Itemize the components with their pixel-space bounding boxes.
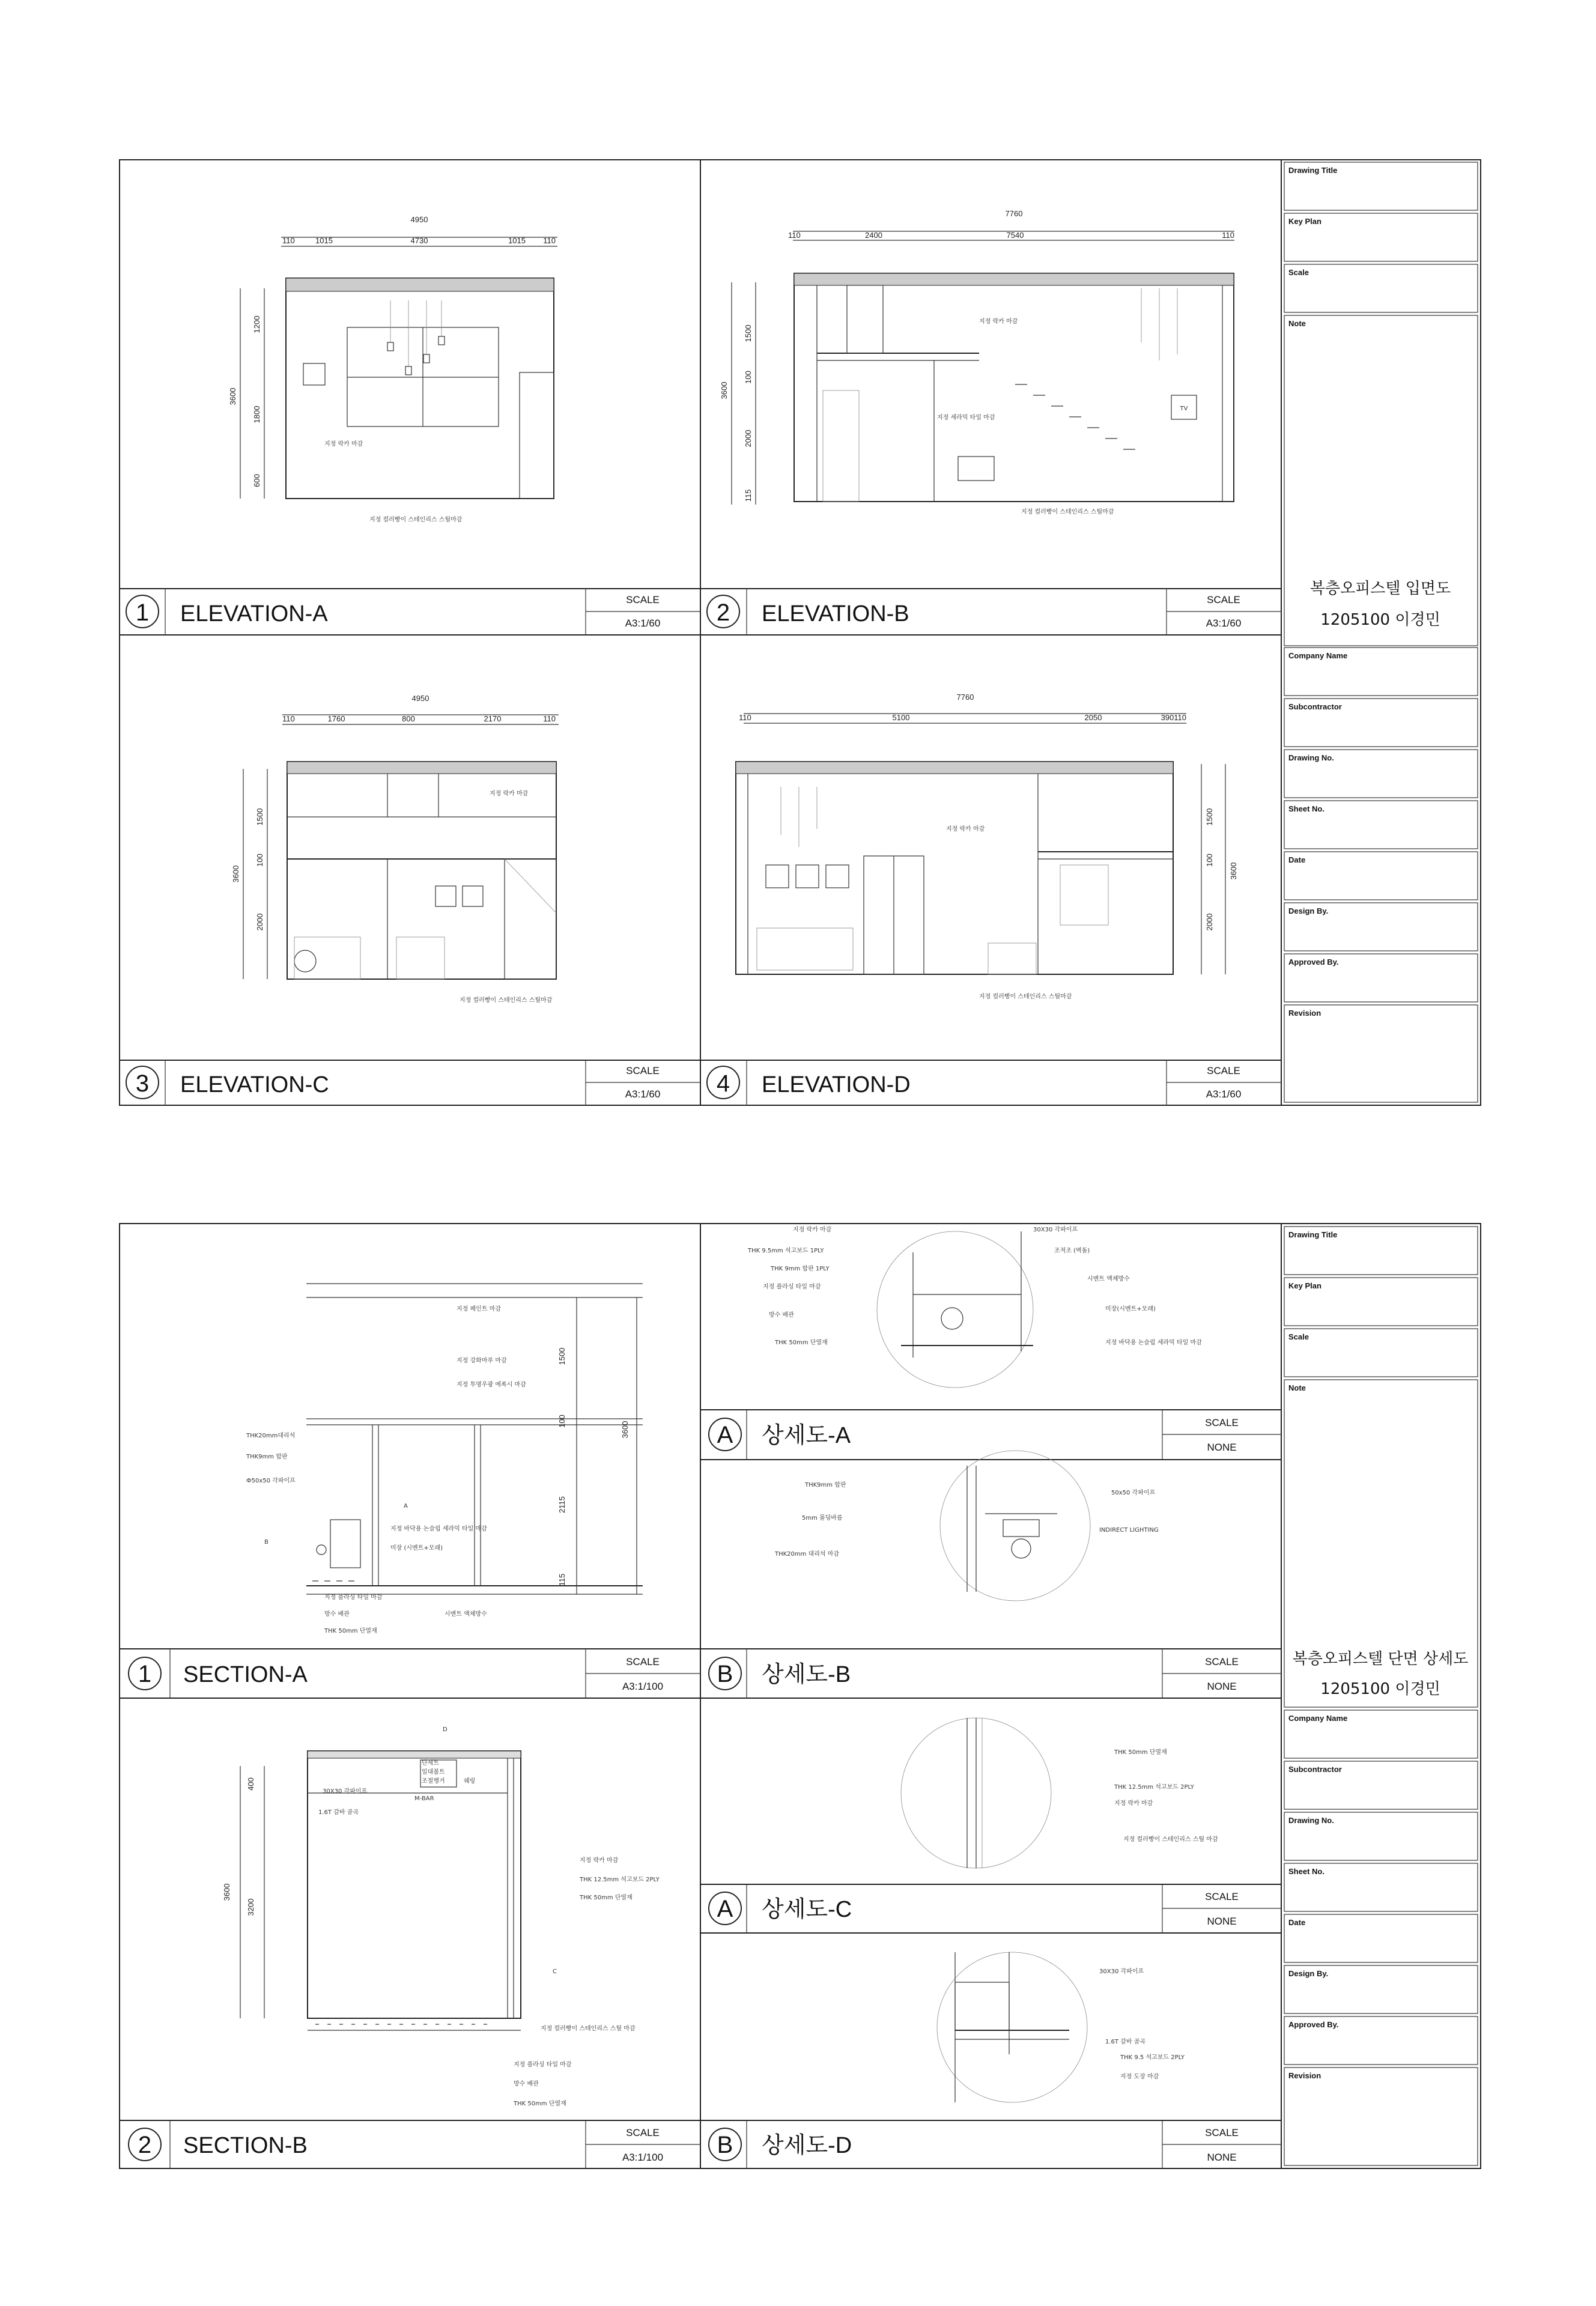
tb-label: Subcontractor	[1288, 1765, 1342, 1774]
tb-label: Sheet No.	[1288, 804, 1324, 813]
dim-seg: 110	[543, 236, 556, 245]
dim-seg: 800	[402, 714, 415, 723]
note: 지정 도장 마감	[1120, 2074, 1159, 2080]
project-title: 복층오피스텔 단면 상세도	[1292, 1650, 1469, 1668]
note: 지정 락카 마감	[979, 318, 1018, 325]
note: THK9mm 합판	[246, 1454, 288, 1460]
note: 방수 배관	[769, 1312, 794, 1318]
scale-label: SCALE	[1207, 1065, 1240, 1076]
note: 50x50 각파이프	[1111, 1490, 1156, 1496]
note: 지정 락카 마감	[490, 790, 529, 797]
panel-number: B	[717, 1661, 733, 1687]
note: 지정 락카 마감	[946, 826, 985, 833]
dim-left: 100	[744, 371, 753, 384]
tb-label: Revision	[1288, 2071, 1321, 2080]
note: 1.6T 갈바 골곡	[1105, 2039, 1146, 2045]
panel-2-title-strip	[700, 589, 1281, 635]
dim-seg: 110	[788, 231, 801, 240]
dim-left: 115	[744, 489, 753, 502]
callout: C	[553, 1968, 557, 1975]
dim-left: 3600	[231, 865, 240, 883]
note: 시멘트 액체방수	[1087, 1276, 1130, 1282]
note: THK 9.5 석고보드 2PLY	[1120, 2054, 1185, 2061]
tb-label: Scale	[1288, 1332, 1309, 1341]
dim-seg: 7540	[1006, 231, 1024, 240]
panel-title: SECTION-A	[183, 1662, 308, 1687]
panel-number: 1	[138, 1661, 152, 1687]
note: 미장 (시멘트+모래)	[390, 1545, 443, 1552]
note: 지정 강화마루 마감	[457, 1358, 507, 1364]
note: 단세트	[422, 1760, 439, 1767]
dim: 3600	[620, 1421, 630, 1439]
panel-title: 상세도-B	[762, 1662, 851, 1687]
dim-left: 600	[252, 474, 261, 487]
detail-b-title-strip	[700, 1649, 1281, 1698]
scale-value: NONE	[1207, 1916, 1237, 1927]
note: 지정 컬러빵이 스테인리스 스틸마감	[1021, 509, 1114, 515]
note: 지정 컬러빵이 스테인리스 스틸마감	[369, 517, 463, 523]
scale-value: NONE	[1207, 2152, 1237, 2163]
dim-left: 1200	[252, 315, 261, 333]
note: M-BAR	[414, 1795, 434, 1802]
note: 조적조 (벽돌)	[1054, 1248, 1090, 1254]
note: 시멘트 액체방수	[445, 1611, 487, 1618]
note: 지정 플라싱 타일 마감	[763, 1284, 821, 1290]
dim-seg: 2400	[865, 231, 882, 240]
panel-3-title-strip	[120, 1060, 700, 1105]
dim-top: 4950	[411, 694, 429, 703]
dim-top: 7760	[1005, 209, 1023, 218]
dim-left: 1500	[744, 324, 753, 342]
sheet-1	[120, 160, 1481, 1105]
dim: 1500	[557, 1347, 566, 1365]
note: THK 9.5mm 석고보드 1PLY	[748, 1248, 824, 1254]
tb-label: Note	[1288, 319, 1306, 328]
tb-label: Company Name	[1288, 1714, 1348, 1723]
panel-number: 4	[716, 1070, 730, 1097]
panel-1-title-strip	[120, 589, 700, 635]
tb-label: Sheet No.	[1288, 1867, 1324, 1876]
note: 지정 플라싱 타일 마감	[324, 1594, 383, 1601]
callout: B	[264, 1539, 269, 1546]
note: 지정 페인트 마감	[457, 1306, 501, 1312]
scale-label: SCALE	[1205, 1891, 1239, 1902]
dim-right: 100	[1205, 854, 1214, 867]
panel-4-title-strip	[700, 1060, 1281, 1105]
dim-seg: 4730	[410, 236, 428, 245]
dim-seg: 1760	[327, 714, 345, 723]
dim-left: 1500	[255, 808, 264, 826]
note: INDIRECT LIGHTING	[1099, 1527, 1159, 1534]
dim: 115	[557, 1573, 566, 1586]
detail-c-drawing	[901, 1718, 1218, 1868]
note: 지정 바닥용 논슬립 세라믹 타일 마감	[1105, 1340, 1202, 1346]
dim: 400	[246, 1777, 255, 1791]
note: THK 50mm 단열재	[324, 1628, 377, 1634]
note: THK20mm 대리석 마감	[775, 1551, 840, 1558]
tb-label: Approved By.	[1288, 2020, 1339, 2029]
note: THK 12.5mm 석고보드 2PLY	[1114, 1784, 1194, 1791]
note: 일대볼트	[422, 1769, 445, 1776]
note: 지정 투명우광 에폭시 마감	[457, 1382, 526, 1388]
callout: D	[443, 1726, 448, 1733]
sheet-2	[120, 1224, 1481, 2168]
dim-seg: 390110	[1161, 713, 1186, 722]
dim-left: 3600	[720, 381, 729, 399]
panel-number: 2	[716, 599, 730, 626]
note: 지정 락카 마감	[580, 1857, 619, 1864]
scale-label: SCALE	[1205, 2127, 1239, 2138]
detail-a-drawing	[747, 1225, 1202, 1388]
note: THK 50mm 단열재	[580, 1895, 633, 1901]
dim-left: 3600	[228, 387, 237, 405]
dim-seg: 1015	[508, 236, 526, 245]
tb-label: Key Plan	[1288, 217, 1321, 226]
scale-value: A3:1/60	[1206, 1088, 1242, 1100]
tb-label: Date	[1288, 855, 1306, 864]
elevation-c-drawing	[231, 694, 559, 1004]
note: THK 50mm 단열재	[1114, 1749, 1167, 1756]
note: 방수 배관	[324, 1611, 350, 1618]
dim: 3200	[246, 1898, 255, 1916]
scale-value: A3:1/60	[625, 1088, 661, 1100]
note: 지정 락카 마감	[1114, 1800, 1153, 1807]
tb-label: Drawing No.	[1288, 753, 1334, 762]
tb-label: Date	[1288, 1918, 1306, 1927]
student-id: 1205100 이경민	[1320, 611, 1440, 629]
section-a-title-strip	[120, 1649, 700, 1698]
note: 지정 컬러빵이 스테인리스 스틸마감	[460, 997, 553, 1004]
dim-left: 2000	[744, 429, 753, 448]
tb-label: Drawing Title	[1288, 166, 1338, 175]
scale-label: SCALE	[1207, 594, 1240, 605]
detail-d-drawing	[937, 1952, 1185, 2102]
tb-label: Key Plan	[1288, 1281, 1321, 1290]
note: 지정 락카 마감	[324, 441, 363, 448]
panel-number: 2	[138, 2132, 152, 2158]
note: THK9mm 합판	[805, 1482, 846, 1488]
dim-top: 7760	[956, 693, 974, 702]
note: THK 50mm 단열재	[775, 1340, 828, 1346]
tb-label: Revision	[1288, 1009, 1321, 1018]
panel-title: 상세도-C	[762, 1897, 852, 1922]
elevation-d-drawing	[736, 693, 1238, 1000]
scale-value: A3:1/100	[622, 1681, 664, 1692]
dim-seg: 110	[282, 236, 295, 245]
panel-title: ELEVATION-B	[762, 601, 909, 627]
panel-title: SECTION-B	[183, 2133, 308, 2158]
note: 30X30 각파이프	[1033, 1227, 1078, 1233]
dim-right: 1500	[1205, 808, 1214, 826]
sheet-2-border	[120, 1224, 1481, 2168]
detail-d-title-strip	[700, 2120, 1281, 2168]
dim-seg: 110	[739, 713, 751, 722]
callout: A	[404, 1503, 408, 1510]
dim-seg: 110	[282, 714, 295, 723]
scale-label: SCALE	[626, 1065, 660, 1076]
panel-title: ELEVATION-D	[762, 1072, 911, 1097]
note: 5mm 몰딩바름	[802, 1515, 843, 1522]
dim: 2115	[557, 1496, 566, 1513]
section-b-title-strip	[120, 2120, 700, 2168]
note: 지정 세라믹 타일 마감	[937, 414, 995, 421]
student-id: 1205100 이경민	[1320, 1680, 1440, 1698]
tb-label: Approved By.	[1288, 957, 1339, 966]
scale-value: NONE	[1207, 1442, 1237, 1453]
dim-right: 3600	[1229, 862, 1238, 880]
tb-label: Drawing Title	[1288, 1230, 1338, 1239]
note: 쉐링	[464, 1778, 476, 1785]
dim-seg: 1015	[315, 236, 333, 245]
section-b-drawing	[222, 1726, 660, 2107]
title-block-1	[1284, 162, 1478, 1102]
note: THK 50mm 단열재	[514, 2101, 566, 2107]
panel-number: 3	[135, 1070, 150, 1097]
scale-label: SCALE	[1205, 1656, 1239, 1667]
dim-left: 2000	[255, 913, 264, 931]
scale-label: SCALE	[626, 1656, 660, 1667]
tb-label: Company Name	[1288, 651, 1348, 660]
note: THK20mm대리석	[246, 1433, 296, 1439]
note: 미장(시멘트+모래)	[1105, 1306, 1156, 1312]
dim-seg: 5100	[892, 713, 910, 722]
dim: 100	[557, 1415, 566, 1428]
dim-top: 4950	[410, 215, 428, 224]
note: 지정 컬러빵이 스테인리스 스틸 마감	[1123, 1836, 1218, 1843]
dim-seg: 2170	[484, 714, 502, 723]
panel-title: ELEVATION-C	[180, 1072, 329, 1097]
tb-label: Design By.	[1288, 1969, 1329, 1978]
tb-label: Note	[1288, 1383, 1306, 1392]
dim-left: 100	[255, 854, 264, 867]
note: THK 9mm 합판 1PLY	[771, 1266, 830, 1272]
note: 지정 플라싱 타일 마감	[514, 2062, 572, 2068]
elevation-b-drawing	[720, 209, 1234, 515]
note: 지정 컬러빵이 스테인리스 스틸마감	[979, 994, 1072, 1000]
dim-seg: 2050	[1084, 713, 1102, 722]
dim-right: 2000	[1205, 913, 1214, 931]
panel-number: A	[717, 1896, 733, 1922]
dim-left: 1800	[252, 405, 261, 423]
panel-number: B	[717, 2132, 733, 2158]
note: 1.6T 갈바 골곡	[318, 1809, 359, 1816]
panel-title: 상세도-D	[762, 2133, 852, 2158]
note: 지정 바닥용 논슬립 세라믹 타일 마감	[390, 1526, 487, 1532]
note: THK 12.5mm 석고보드 2PLY	[580, 1877, 660, 1883]
scale-value: A3:1/60	[625, 617, 661, 629]
note: 방수 배관	[514, 2081, 539, 2087]
sheet-1-border	[120, 160, 1481, 1105]
title-block-2	[1284, 1227, 1478, 2165]
scale-label: SCALE	[626, 594, 660, 605]
scale-label: SCALE	[1205, 1417, 1239, 1428]
scale-label: SCALE	[626, 2127, 660, 2138]
note: 조절행거	[422, 1778, 445, 1785]
detail-b-drawing	[774, 1451, 1159, 1601]
dim: 3600	[222, 1883, 231, 1901]
elevation-a-drawing	[228, 215, 557, 523]
tb-label: Subcontractor	[1288, 702, 1342, 711]
scale-value: A3:1/60	[1206, 617, 1242, 629]
scale-value: A3:1/100	[622, 2152, 664, 2163]
tv-label: TV	[1180, 405, 1188, 412]
panel-title: 상세도-A	[762, 1423, 851, 1448]
panel-title: ELEVATION-A	[180, 601, 328, 627]
project-title: 복층오피스텔 입면도	[1309, 580, 1451, 598]
note: 지정 컬러빵이 스테인리스 스틸 마감	[541, 2025, 636, 2032]
note: 지정 락카 마감	[793, 1227, 832, 1233]
tb-label: Scale	[1288, 268, 1309, 277]
panel-number: 1	[135, 599, 150, 626]
tb-label: Drawing No.	[1288, 1816, 1334, 1825]
section-a-drawing	[246, 1284, 643, 1634]
panel-number: A	[717, 1422, 733, 1448]
note: Ф50x50 각파이프	[246, 1478, 296, 1484]
detail-c-title-strip	[700, 1884, 1281, 1933]
detail-a-title-strip	[700, 1410, 1281, 1460]
tb-label: Design By.	[1288, 906, 1329, 915]
note: 30X30 각파이프	[323, 1788, 368, 1795]
scale-value: NONE	[1207, 1681, 1237, 1692]
dim-seg: 110	[1222, 231, 1234, 240]
dim-seg: 110	[543, 714, 556, 723]
note: 30X30 각파이프	[1099, 1968, 1144, 1975]
